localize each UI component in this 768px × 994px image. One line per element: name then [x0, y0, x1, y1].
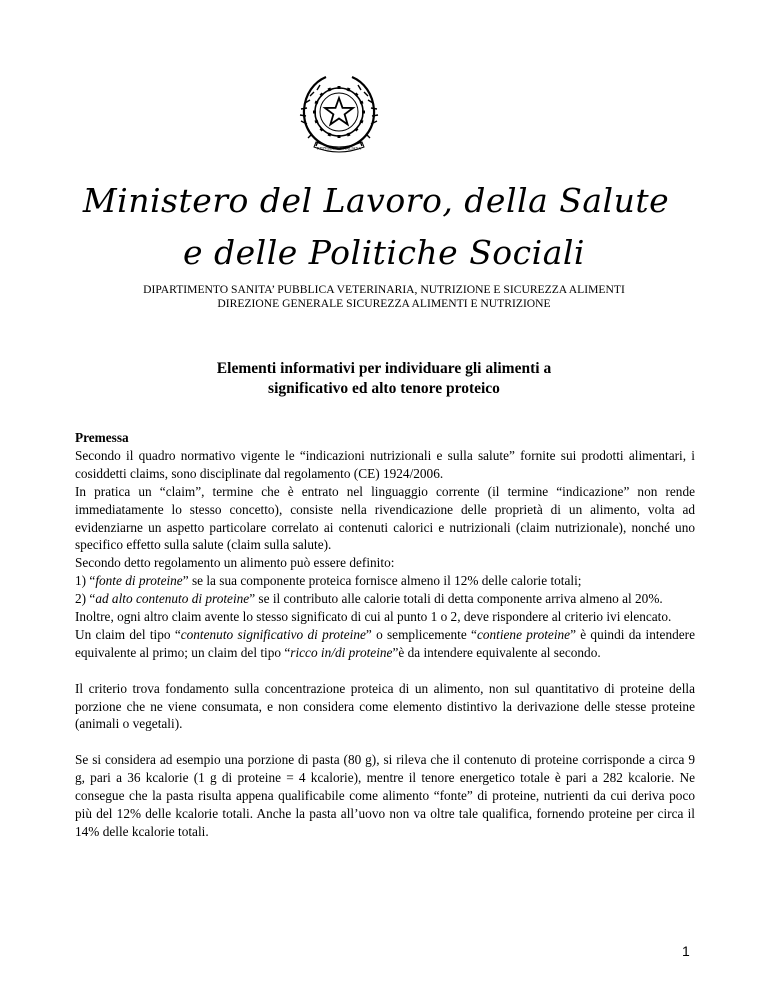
item1-term: fonte di proteine	[95, 573, 183, 589]
paragraph-definitions-intro: Secondo detto regolamento un alimento può essere definito:	[75, 555, 395, 571]
item2-term: ad alto contenuto di proteine	[95, 591, 250, 607]
item2-prefix: 2) “	[75, 591, 96, 607]
paragraph-other-claims: Inoltre, ogni altro claim avente lo stesso significato di cui al punto 1 o 2, deve rispondere al criterio ivi elencato.	[75, 609, 672, 625]
italian-republic-emblem	[298, 72, 380, 154]
document-title-line1: Elementi informativi per individuare gli alimenti a	[216, 360, 552, 377]
document-title-line2: significativo ed alto tenore proteico	[268, 380, 500, 397]
document-body	[75, 429, 695, 841]
paragraph-claim-equivalence	[75, 626, 695, 662]
section-heading: Premessa	[75, 430, 129, 445]
svg-text:REPVBBLICA ITALIANA: REPVBBLICA ITALIANA	[316, 146, 362, 151]
page-number: 1	[682, 943, 690, 959]
p5-text-b: ” o semplicemente “	[365, 626, 477, 642]
p5-text-c: ” è quindi da intendere equivalente al primo; un claim del tipo “	[75, 626, 695, 660]
definition-item-2	[75, 590, 695, 608]
directorate-name: DIREZIONE GENERALE SICUREZZA ALIMENTI E NUTRIZIONE	[217, 297, 551, 310]
ministry-name-line1: Ministero del Lavoro, della Salute	[82, 181, 670, 220]
ministry-name-line2: e delle Politiche Sociali	[182, 233, 585, 272]
item1-suffix: ” se la sua componente proteica fornisce almeno il 12% delle calorie totali;	[182, 573, 582, 589]
definition-item-1	[75, 572, 695, 590]
p5-term-2: contiene proteine	[476, 626, 571, 642]
p5-text-a: Un claim del tipo “	[75, 626, 181, 642]
p5-text-d: ”è da intendere equivalente al secondo.	[392, 644, 601, 660]
p5-term-3: ricco in/di proteine	[290, 644, 393, 660]
paragraph-criterion: Il criterio trova fondamento sulla concentrazione proteica di un alimento, non sul quantitativo di proteine della porzione che ne viene consumata, e non considera come elemento distintivo la derivazione delle stesse proteine (animali o vegetali).	[75, 680, 695, 732]
item1-prefix: 1) “	[75, 573, 96, 589]
item2-suffix: ” se il contributo alle calorie totali di detta componente arriva almeno al 20%.	[249, 591, 663, 607]
paragraph-claim-definition: In pratica un “claim”, termine che è entrato nel linguaggio corrente (il termine “indicazione” non rende immediatamente lo stesso concetto), consiste nella rivendicazione delle proprietà di un alimento, volta ad evidenziarne un aspetto particolare correlato ai contenuti calorici e nutrizionali (claim nutrizionale), nonché uno specifico effetto sulla salute (claim sulla salute).	[75, 483, 695, 553]
document-title	[0, 359, 768, 399]
department-name: DIPARTIMENTO SANITA’ PUBBLICA VETERINARIA, NUTRIZIONE E SICUREZZA ALIMENTI	[143, 283, 625, 296]
p5-term-1: contenuto significativo di proteine	[180, 626, 366, 642]
paragraph-pasta-example: Se si considera ad esempio una porzione di pasta (80 g), si rileva che il contenuto di proteine corrisponde a circa 9 g, pari a 36 kcalorie (1 g di proteine = 4 kcalorie), mentre il tenore energetico totale è pari a 282 kcalorie. Ne consegue che la pasta risulta appena qualificabile come alimento “fonte” di proteine, nutrienti da cui deriva poco più del 12% delle kcalorie totali. Anche la pasta all’uovo non va oltre tale qualifica, fornendo proteine per circa il 14% delle kcalorie totali.	[75, 752, 695, 839]
paragraph-regulation: Secondo il quadro normativo vigente le “indicazioni nutrizionali e sulla salute” fornite sui prodotti alimentari, i cosiddetti claims, sono disciplinate dal regolamento (CE) 1924/2006.	[75, 447, 695, 481]
